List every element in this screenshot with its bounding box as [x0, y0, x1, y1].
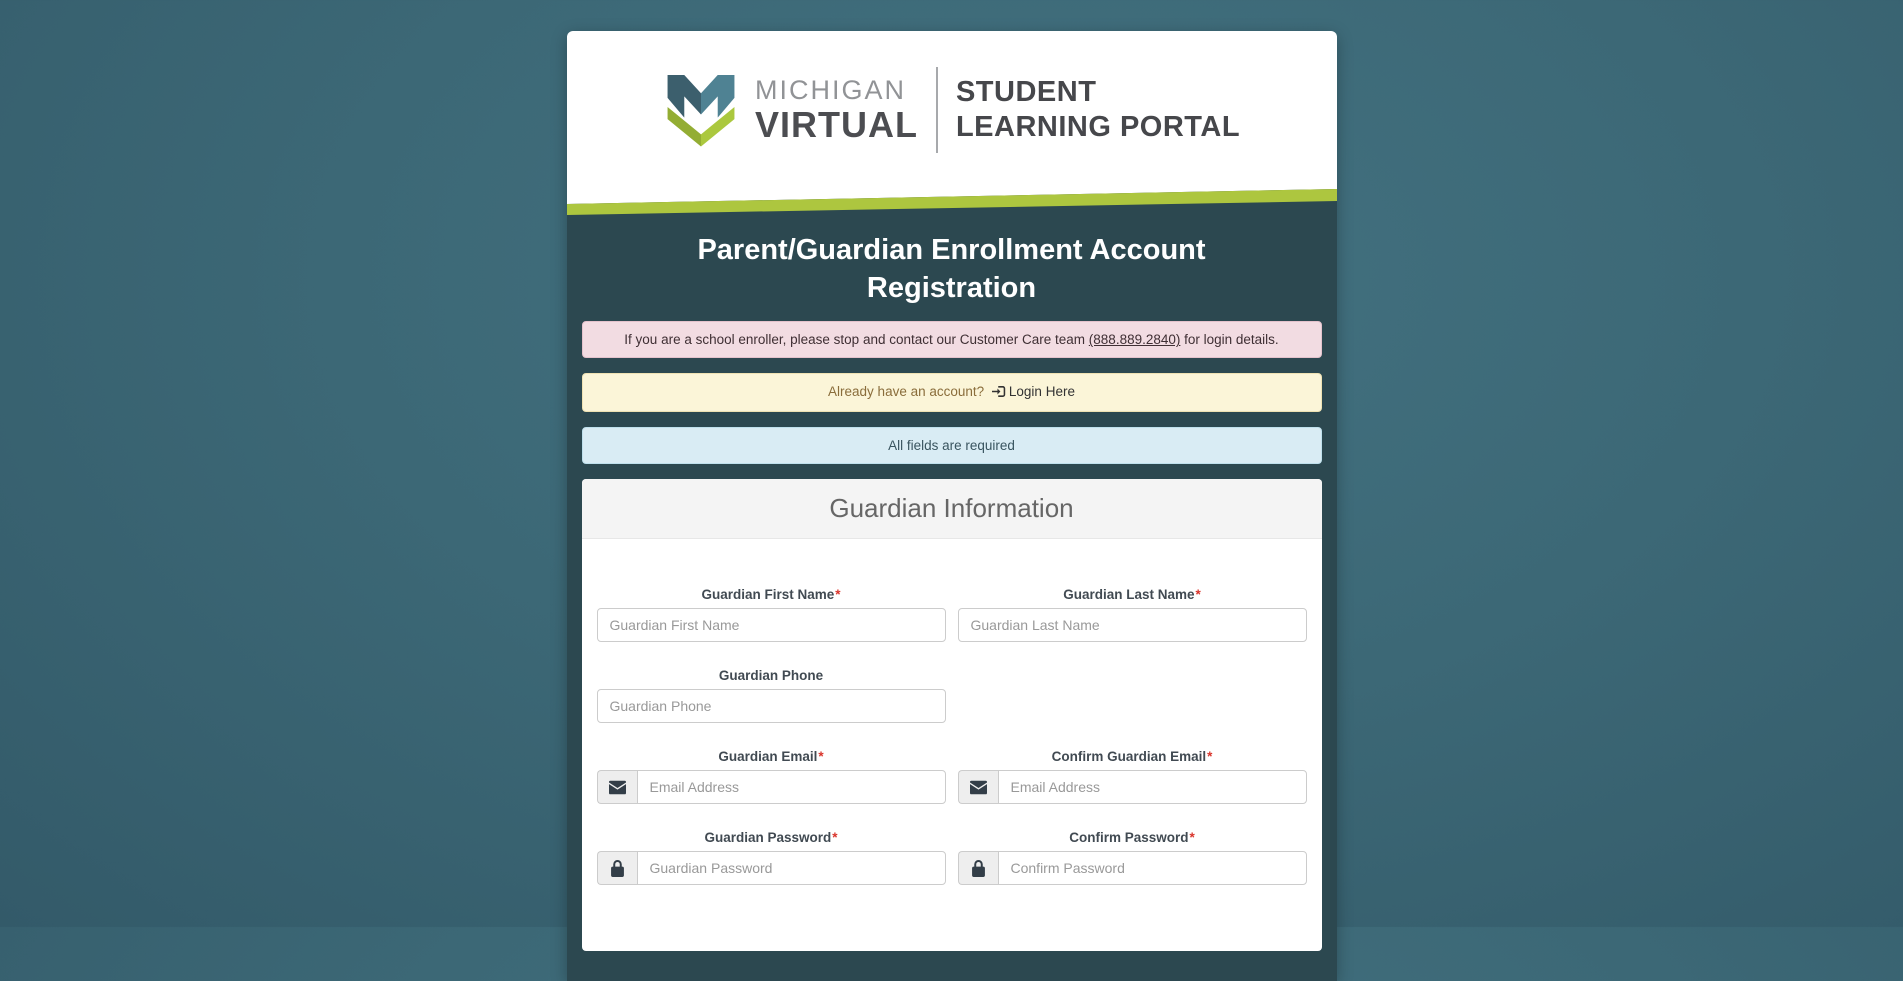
required-asterisk: *: [1195, 587, 1201, 603]
guardian-email-input[interactable]: [637, 770, 946, 804]
green-stripe-divider: [567, 188, 1337, 216]
customer-care-phone-link[interactable]: (888.889.2840): [1088, 332, 1181, 348]
mv-logo-mark-icon: [663, 60, 739, 160]
guardian-information-heading: Guardian Information: [582, 479, 1322, 539]
guardian-email-field: [597, 749, 946, 804]
guardian-email-label: Guardian Email*: [718, 749, 824, 765]
guardian-phone-field: [597, 668, 946, 723]
name-row: [597, 587, 1307, 642]
guardian-last-name-input[interactable]: [958, 608, 1307, 642]
required-asterisk: *: [832, 830, 838, 846]
phone-row: [597, 668, 1307, 723]
guardian-first-name-label: Guardian First Name*: [701, 587, 841, 603]
required-asterisk: *: [818, 749, 824, 765]
logo-divider: [936, 67, 938, 153]
confirm-password-label: Confirm Password*: [1069, 830, 1195, 846]
guardian-phone-label: Guardian Phone: [718, 668, 824, 684]
login-question-text: Already have an account?: [828, 384, 985, 400]
logo-header: [567, 31, 1337, 188]
registration-card: [567, 31, 1337, 981]
confirm-guardian-email-field: [958, 749, 1307, 804]
guardian-password-field: [597, 830, 946, 885]
portal-learning-text: LEARNING PORTAL: [955, 110, 1241, 143]
login-alert: [582, 373, 1322, 412]
guardian-first-name-input[interactable]: [597, 608, 946, 642]
guardian-first-name-field: [597, 587, 946, 642]
login-here-link[interactable]: Login Here: [1008, 384, 1075, 400]
required-asterisk: *: [1207, 749, 1213, 765]
email-row: [597, 749, 1307, 804]
all-fields-required-text: All fields are required: [888, 438, 1015, 454]
lock-icon: [597, 851, 637, 885]
guardian-information-form: [582, 539, 1322, 951]
michigan-virtual-logo: [663, 60, 1240, 160]
confirm-guardian-email-input[interactable]: [998, 770, 1307, 804]
guardian-password-input[interactable]: [637, 851, 946, 885]
guardian-password-label: Guardian Password*: [704, 830, 838, 846]
page-title: Parent/Guardian Enrollment Account Registration: [697, 234, 1206, 304]
guardian-last-name-label: Guardian Last Name*: [1063, 587, 1201, 603]
confirm-guardian-email-label: Confirm Guardian Email*: [1051, 749, 1213, 765]
portal-wordmark: [956, 75, 1240, 143]
phone-row-spacer: [958, 668, 1307, 723]
brand-wordmark: [754, 74, 918, 145]
dark-content-panel: [567, 216, 1337, 981]
confirm-password-input[interactable]: [998, 851, 1307, 885]
envelope-icon: [958, 770, 998, 804]
lock-icon: [958, 851, 998, 885]
password-row: [597, 830, 1307, 885]
school-enroller-alert: [582, 321, 1322, 358]
confirm-password-field: [958, 830, 1307, 885]
all-fields-required-alert: [582, 427, 1322, 464]
guardian-phone-input[interactable]: [597, 689, 946, 723]
required-asterisk: *: [1189, 830, 1195, 846]
guardian-last-name-field: [958, 587, 1307, 642]
required-asterisk: *: [835, 587, 841, 603]
portal-student-text: STUDENT: [955, 76, 1097, 109]
sign-in-icon: [992, 385, 1006, 401]
envelope-icon: [597, 770, 637, 804]
guardian-information-panel: [582, 479, 1322, 951]
school-enroller-alert-text: If you are a school enroller, please stop and contact our Customer Care team: [624, 332, 1089, 348]
brand-michigan-text: MICHIGAN: [754, 74, 906, 105]
brand-virtual-text: VIRTUAL: [754, 103, 918, 145]
school-enroller-alert-text-end: for login details.: [1180, 332, 1279, 348]
